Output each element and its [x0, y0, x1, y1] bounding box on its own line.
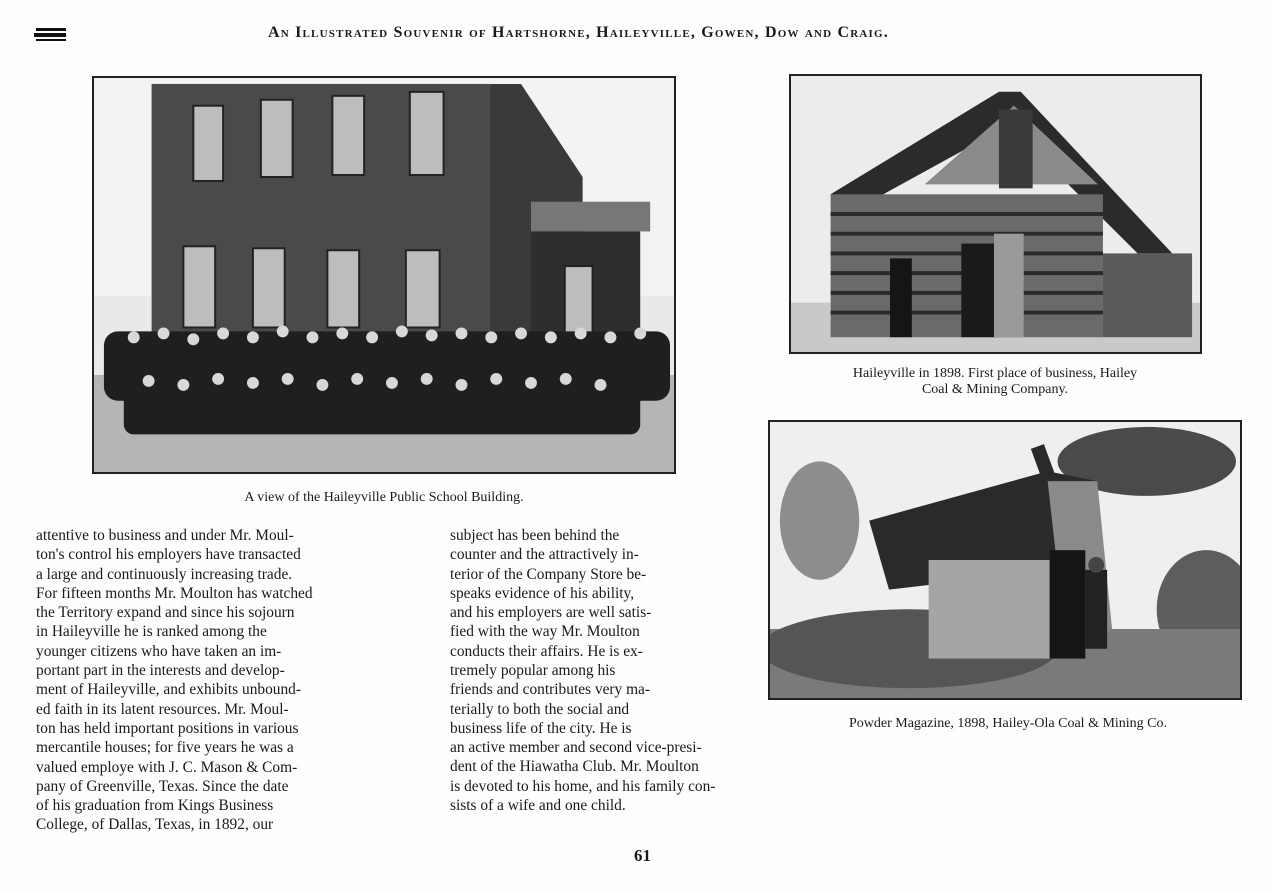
text-line: fied with the way Mr. Moulton: [450, 623, 640, 641]
text-line: sists of a wife and one child.: [450, 796, 626, 814]
text-line: subject has been behind the: [450, 527, 620, 544]
text-line: mercantile houses; for five years he was a: [36, 739, 294, 757]
text-line: valued employe with J. C. Mason & Com-: [36, 758, 298, 776]
text-line: younger citizens who have taken an im-: [36, 642, 282, 660]
text-line: of his graduation from Kings Business: [36, 797, 274, 815]
log-building-caption-line1: Haileyville in 1898. First place of business, Hailey: [852, 366, 1138, 381]
text-line: ed faith in its latent resources. Mr. Moul-: [36, 700, 289, 718]
body-right-column-narrow: [450, 526, 748, 738]
text-line: ton's control his employers have transacted: [36, 546, 301, 564]
page-number: 61: [634, 846, 651, 865]
text-line: and his employers are well satis-: [450, 604, 652, 622]
text-line: friends and contributes very ma-: [450, 681, 651, 699]
text-line: counter and the attractively in-: [450, 546, 639, 564]
text-line: speaks evidence of his ability,: [450, 584, 635, 602]
text-line: For fifteen months Mr. Moulton has watched: [36, 584, 313, 602]
text-line: tremely popular among his: [450, 662, 616, 680]
text-line: College, of Dallas, Texas, in 1892, our: [36, 816, 274, 834]
log-building-caption: [760, 366, 1230, 398]
text-line: an active member and second vice-presi-: [450, 739, 702, 756]
powder-magazine-photo: [768, 420, 1242, 700]
text-line: ment of Haileyville, and exhibits unbound-: [36, 681, 302, 699]
text-line: dent of the Hiawatha Club. Mr. Moulton: [450, 758, 699, 776]
body-left-column: [36, 526, 428, 835]
text-line: the Territory expand and since his sojourn: [36, 604, 295, 622]
school-photo: [92, 76, 676, 474]
text-line: attentive to business and under Mr. Moul-: [36, 527, 294, 544]
header-ornament-icon: [34, 26, 68, 44]
school-photo-caption: A view of the Haileyville Public School Building.: [244, 490, 524, 505]
powder-magazine-caption: Powder Magazine, 1898, Hailey-Ola Coal & Mining Co.: [848, 716, 1168, 731]
text-line: terially to both the social and: [450, 700, 630, 718]
body-right-column-wide: [450, 738, 838, 815]
text-line: business life of the city. He is: [450, 719, 632, 737]
text-line: pany of Greenville, Texas. Since the date: [36, 777, 289, 795]
page-header-title: An Illustrated Souvenir of Hartshorne, Haileyville, Gowen, Dow and Craig.: [268, 24, 889, 41]
log-building-photo: [789, 74, 1202, 354]
text-line: portant part in the interests and develop-: [36, 662, 285, 680]
text-line: is devoted to his home, and his family con-: [450, 777, 716, 795]
text-line: conducts their affairs. He is ex-: [450, 642, 643, 660]
text-line: terior of the Company Store be-: [450, 565, 647, 583]
text-line: a large and continuously increasing trade.: [36, 565, 293, 583]
text-line: ton has held important positions in various: [36, 719, 299, 737]
text-line: in Haileyville he is ranked among the: [36, 623, 267, 641]
log-building-caption-line2: Coal & Mining Company.: [921, 382, 1069, 397]
